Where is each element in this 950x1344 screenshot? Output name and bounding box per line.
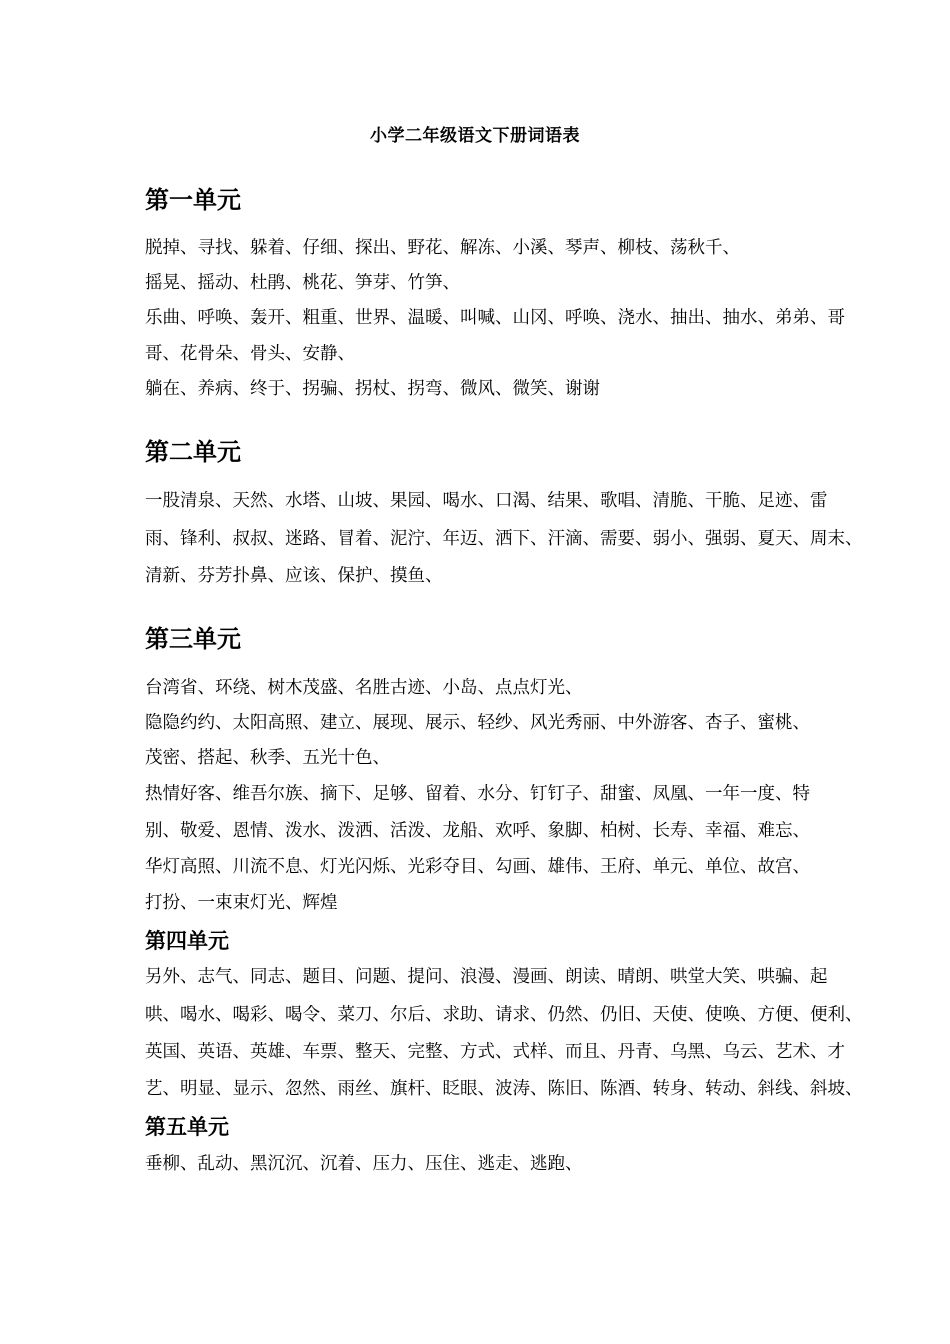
unit-3-heading: 第三单元 — [145, 625, 241, 653]
unit-3-line-6: 华灯高照、川流不息、灯光闪烁、光彩夺目、勾画、雄伟、王府、单元、单位、故宫、 — [145, 857, 810, 877]
unit-5-heading: 第五单元 — [145, 1115, 229, 1139]
unit-1-line-4: 哥、花骨朵、骨头、安静、 — [145, 344, 355, 364]
unit-2-line-3: 清新、芬芳扑鼻、应该、保护、摸鱼、 — [145, 566, 443, 586]
unit-1-line-3: 乐曲、呼唤、轰开、粗重、世界、温暖、叫喊、山冈、呼唤、浇水、抽出、抽水、弟弟、哥 — [145, 308, 845, 328]
unit-3-line-3: 茂密、搭起、秋季、五光十色、 — [145, 748, 390, 768]
document-title: 小学二年级语文下册词语表 — [370, 126, 580, 146]
unit-3-line-2: 隐隐约约、太阳高照、建立、展现、展示、轻纱、风光秀丽、中外游客、杏子、蜜桃、 — [145, 713, 810, 733]
unit-1-line-2: 摇晃、摇动、杜鹃、桃花、笋芽、竹笋、 — [145, 273, 460, 293]
unit-2-line-1: 一股清泉、天然、水塔、山坡、果园、喝水、口渴、结果、歌唱、清脆、干脆、足迹、雷 — [145, 491, 828, 511]
unit-2-line-2: 雨、锋利、叔叔、迷路、冒着、泥泞、年迈、洒下、汗滴、需要、弱小、强弱、夏天、周末、 — [145, 529, 863, 549]
unit-4-line-1: 另外、志气、同志、题目、问题、提问、浪漫、漫画、朗读、晴朗、哄堂大笑、哄骗、起 — [145, 967, 828, 987]
unit-4-heading: 第四单元 — [145, 929, 229, 953]
unit-3-line-4: 热情好客、维吾尔族、摘下、足够、留着、水分、钉钉子、甜蜜、凤凰、一年一度、特 — [145, 784, 810, 804]
unit-2-heading: 第二单元 — [145, 438, 241, 466]
unit-3-line-7: 打扮、一束束灯光、辉煌 — [145, 893, 338, 913]
unit-4-line-4: 艺、明显、显示、忽然、雨丝、旗杆、眨眼、波涛、陈旧、陈酒、转身、转动、斜线、斜坡、 — [145, 1079, 863, 1099]
unit-3-line-1: 台湾省、环绕、树木茂盛、名胜古迹、小岛、点点灯光、 — [145, 678, 583, 698]
unit-5-line-1: 垂柳、乱动、黑沉沉、沉着、压力、压住、逃走、逃跑、 — [145, 1154, 583, 1174]
unit-4-line-2: 哄、喝水、喝彩、喝令、菜刀、尔后、求助、请求、仍然、仍旧、天使、使唤、方便、便利、 — [145, 1005, 863, 1025]
unit-1-line-5: 躺在、养病、终于、拐骗、拐杖、拐弯、微风、微笑、谢谢 — [145, 379, 600, 399]
unit-1-heading: 第一单元 — [145, 186, 241, 214]
unit-3-line-5: 别、敬爱、恩情、泼水、泼洒、活泼、龙船、欢呼、象脚、柏树、长寿、幸福、难忘、 — [145, 821, 810, 841]
unit-4-line-3: 英国、英语、英雄、车票、整天、完整、方式、式样、而且、丹青、乌黑、乌云、艺术、才 — [145, 1042, 845, 1062]
unit-1-line-1: 脱掉、寻找、躲着、仔细、探出、野花、解冻、小溪、琴声、柳枝、荡秋千、 — [145, 238, 740, 258]
